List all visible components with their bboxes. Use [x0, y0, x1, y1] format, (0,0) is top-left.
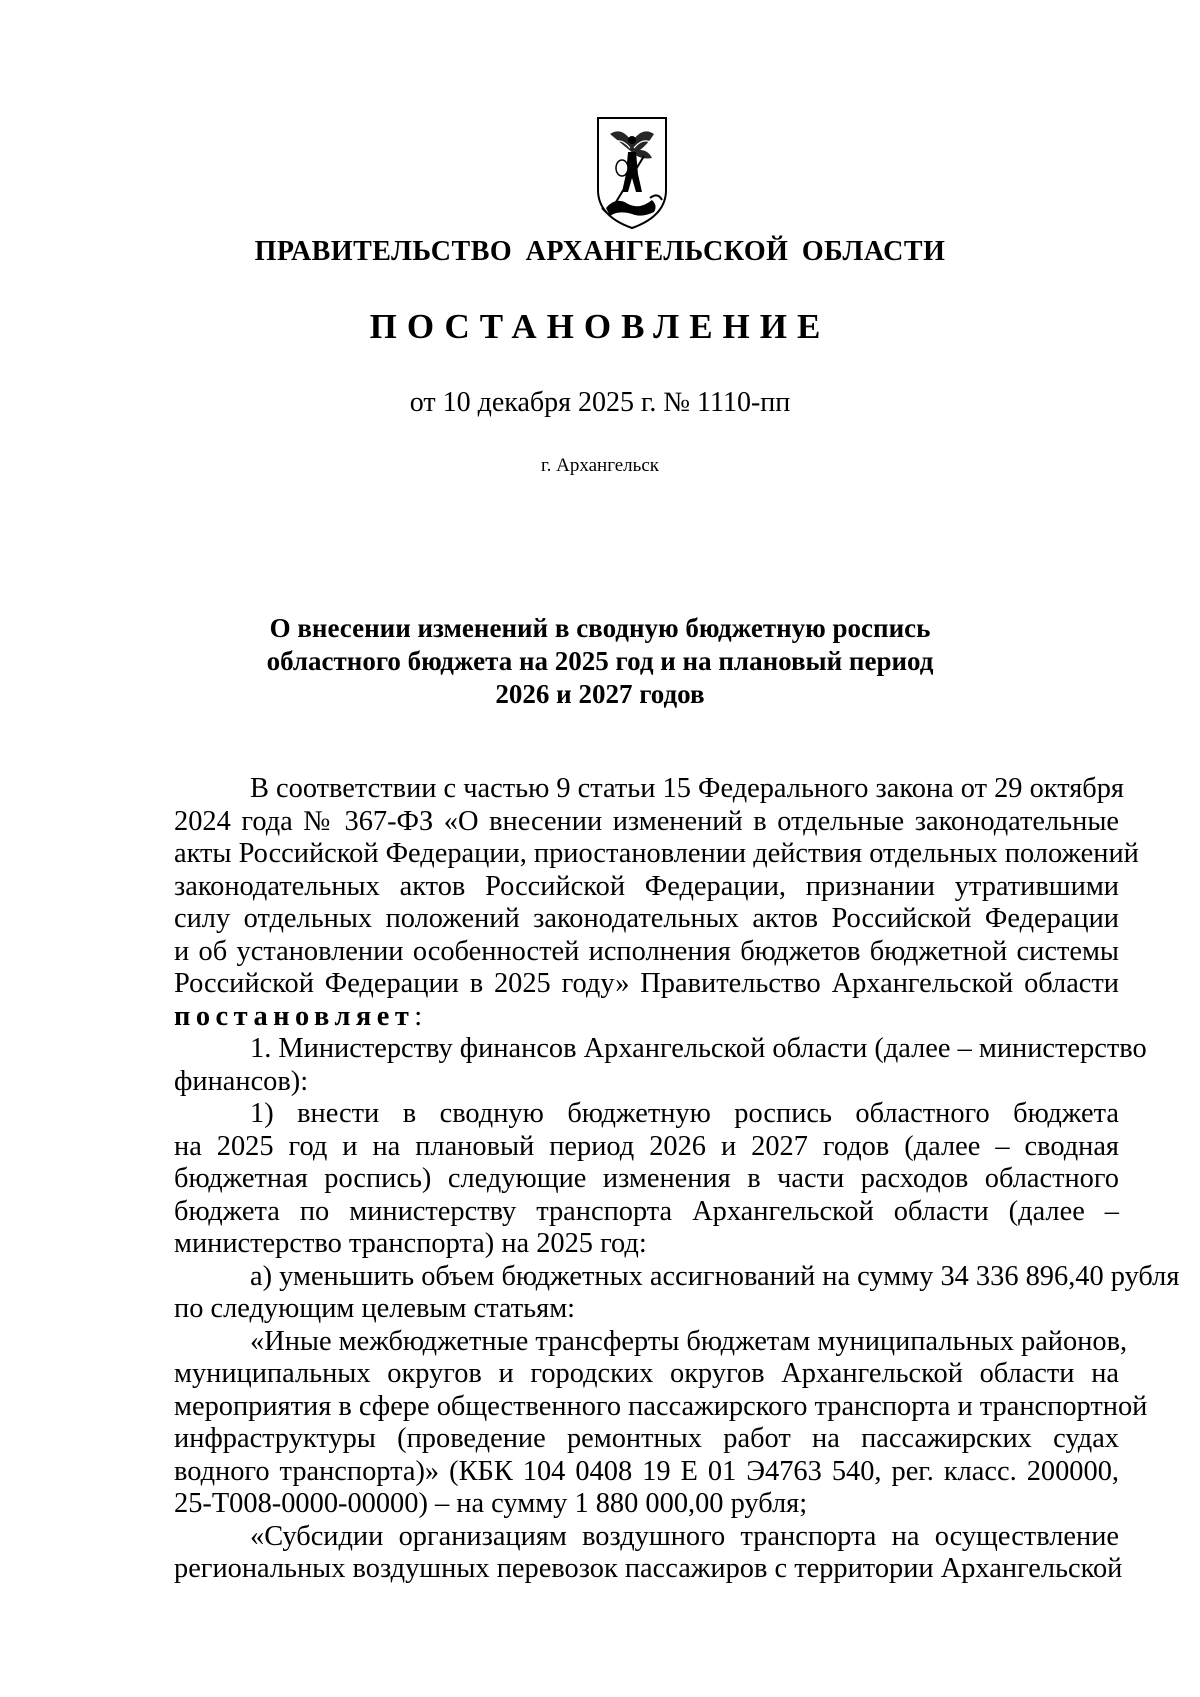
body-line: 25-Т008-0000-00000) – на сумму 1 880 000,00 рубля; — [174, 1488, 808, 1519]
document-body — [174, 773, 1180, 1586]
body-line: бюджетная роспись) следующие изменения в части расходов областного — [174, 1163, 1119, 1194]
body-line: В соответствии с частью 9 статьи 15 Федерального закона от 29 октября — [250, 773, 1124, 804]
body-line: и об установлении особенностей исполнения бюджетов бюджетной системы — [174, 935, 1119, 967]
body-line: Российской Федерации в 2025 году» Правительство Архангельской области — [174, 968, 1119, 999]
body-line: силу отдельных положений законодательных актов Российской Федерации — [174, 903, 1119, 934]
body-line: 1) внести в сводную бюджетную роспись областного бюджета — [250, 1098, 1119, 1129]
body-line: водного транспорта)» (КБК 104 0408 19 Е 01 Э4763 540, рег. класс. 200000, — [174, 1455, 1119, 1487]
body-line: 2024 года № 367-ФЗ «О внесении изменений в отдельные законодательные — [174, 805, 1119, 837]
organization-title: ПРАВИТЕЛЬСТВО АРХАНГЕЛЬСКОЙ ОБЛАСТИ — [254, 236, 946, 267]
subject-line: О внесении изменений в сводную бюджетную роспись — [269, 613, 931, 643]
body-line: акты Российской Федерации, приостановлении действия отдельных положений — [174, 838, 1139, 869]
body-line-resolution — [174, 1001, 1119, 1034]
body-line: «Иные межбюджетные трансферты бюджетам муниципальных районов, — [250, 1325, 1128, 1357]
subject-line: областного бюджета на 2025 год и на плановый период — [266, 646, 934, 676]
document-city: г. Архангельск — [540, 455, 659, 476]
document-date-number: от 10 декабря 2025 г. № 1110-пп — [409, 387, 791, 418]
body-line: «Субсидии организациям воздушного транспорта на осуществление — [250, 1520, 1119, 1552]
body-line: финансов): — [174, 1065, 309, 1097]
subject-line: 2026 и 2027 годов — [495, 679, 705, 709]
resolution-colon: : — [414, 1000, 423, 1032]
body-line: на 2025 год и на плановый период 2026 и 2027 годов (далее – сводная — [174, 1130, 1119, 1162]
body-line: муниципальных округов и городских округов Архангельской области на — [174, 1358, 1119, 1389]
body-line: 1. Министерству финансов Архангельской области (далее – министерство — [250, 1033, 1147, 1064]
body-line: бюджета по министерству транспорта Архангельской области (далее – — [174, 1195, 1119, 1227]
coat-of-arms-icon — [592, 112, 672, 232]
body-line: инфраструктуры (проведение ремонтных работ на пассажирских судах — [174, 1423, 1119, 1454]
body-line: законодательных актов Российской Федерации, признании утратившими — [174, 870, 1119, 902]
document-type-heading: ПОСТАНОВЛЕНИЕ — [369, 307, 831, 346]
body-line: по следующим целевым статьям: — [174, 1293, 576, 1324]
document-subject — [0, 612, 1200, 711]
resolution-keyword: постановляет — [174, 1000, 415, 1032]
body-line: министерство транспорта) на 2025 год: — [174, 1228, 647, 1259]
body-line: а) уменьшить объем бюджетных ассигнований на сумму 34 336 896,40 рубля — [250, 1260, 1180, 1292]
body-line: мероприятия в сфере общественного пассажирского транспорта и транспортной — [174, 1390, 1148, 1422]
body-line: региональных воздушных перевозок пассажиров с территории Архангельской — [174, 1553, 1123, 1584]
